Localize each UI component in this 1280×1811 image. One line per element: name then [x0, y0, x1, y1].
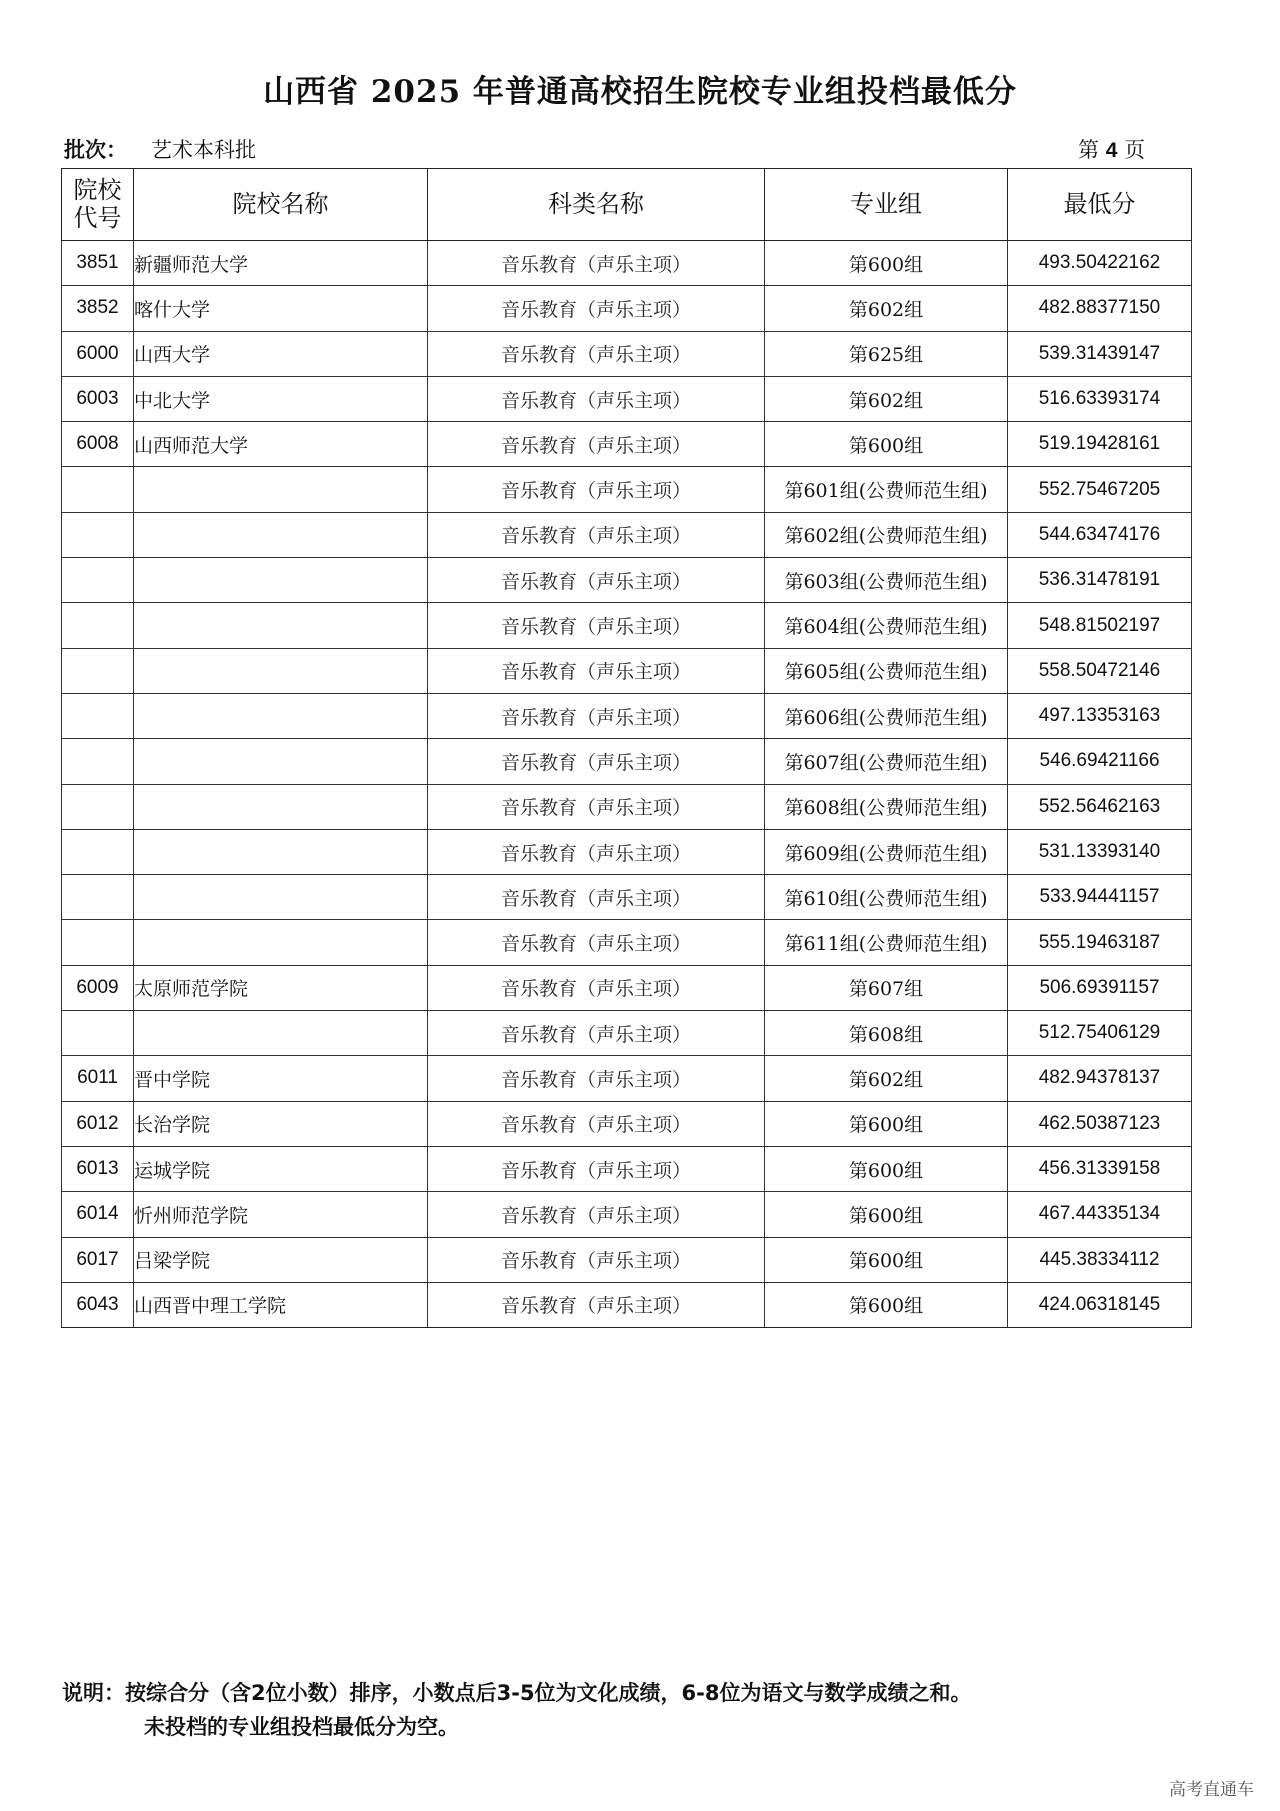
- subject-name-cell: 音乐教育（声乐主项）: [428, 1101, 765, 1146]
- school-code-cell: [62, 467, 134, 512]
- page-suffix: 页: [1124, 138, 1146, 162]
- min-score-cell: 506.69391157: [1008, 965, 1192, 1010]
- subject-name-cell: 音乐教育（声乐主项）: [428, 784, 765, 829]
- table-row: [62, 829, 1192, 874]
- school-code-cell: 6012: [62, 1101, 134, 1146]
- subject-name-cell: 音乐教育（声乐主项）: [428, 739, 765, 784]
- major-group-cell: 第602组: [765, 376, 1008, 421]
- min-score-cell: 462.50387123: [1008, 1101, 1192, 1146]
- table-row: [62, 648, 1192, 693]
- min-score-cell: 512.75406129: [1008, 1011, 1192, 1056]
- school-name-cell: [134, 920, 428, 965]
- batch-label: 批次：: [64, 138, 127, 162]
- subject-name-cell: 音乐教育（声乐主项）: [428, 875, 765, 920]
- table-row: [62, 1056, 1192, 1101]
- subject-name-cell: 音乐教育（声乐主项）: [428, 331, 765, 376]
- school-code-cell: 6017: [62, 1237, 134, 1282]
- major-group-cell: 第600组: [765, 1101, 1008, 1146]
- school-code-cell: [62, 693, 134, 738]
- subject-name-cell: 音乐教育（声乐主项）: [428, 286, 765, 331]
- school-code-cell: 6008: [62, 422, 134, 467]
- footnote-line2: 未投档的专业组投档最低分为空。: [144, 1715, 459, 1739]
- table-row: [62, 739, 1192, 784]
- header-name: 院校名称: [134, 169, 428, 241]
- min-score-cell: 555.19463187: [1008, 920, 1192, 965]
- school-name-cell: 山西大学: [134, 331, 428, 376]
- table-header-row: [62, 169, 1192, 241]
- min-score-cell: 531.13393140: [1008, 829, 1192, 874]
- table-row: [62, 875, 1192, 920]
- page-title: 山西省 2025 年普通高校招生院校专业组投档最低分: [263, 74, 1017, 110]
- min-score-cell: 424.06318145: [1008, 1282, 1192, 1327]
- school-code-cell: 6011: [62, 1056, 134, 1101]
- school-code-cell: 6003: [62, 376, 134, 421]
- school-name-cell: 山西晋中理工学院: [134, 1282, 428, 1327]
- school-name-cell: 忻州师范学院: [134, 1192, 428, 1237]
- major-group-cell: 第608组(公费师范生组): [765, 784, 1008, 829]
- school-name-cell: [134, 648, 428, 693]
- min-score-cell: 536.31478191: [1008, 558, 1192, 603]
- school-name-cell: 晋中学院: [134, 1056, 428, 1101]
- school-name-cell: [134, 693, 428, 738]
- major-group-cell: 第602组: [765, 286, 1008, 331]
- major-group-cell: 第600组: [765, 422, 1008, 467]
- school-name-cell: [134, 739, 428, 784]
- table-row: [62, 784, 1192, 829]
- page-prefix: 第: [1078, 138, 1099, 162]
- major-group-cell: 第606组(公费师范生组): [765, 693, 1008, 738]
- table-row: [62, 467, 1192, 512]
- table-row: [62, 1011, 1192, 1056]
- score-table: [61, 168, 1192, 1328]
- major-group-cell: 第625组: [765, 331, 1008, 376]
- major-group-cell: 第609组(公费师范生组): [765, 829, 1008, 874]
- footnote: [62, 1676, 972, 1744]
- major-group-cell: 第600组: [765, 1146, 1008, 1191]
- major-group-cell: 第600组: [765, 1237, 1008, 1282]
- min-score-cell: 552.56462163: [1008, 784, 1192, 829]
- school-name-cell: 吕梁学院: [134, 1237, 428, 1282]
- subject-name-cell: 音乐教育（声乐主项）: [428, 558, 765, 603]
- major-group-cell: 第602组: [765, 1056, 1008, 1101]
- school-code-cell: [62, 739, 134, 784]
- school-code-cell: [62, 512, 134, 557]
- major-group-cell: 第600组: [765, 1282, 1008, 1327]
- school-name-cell: 太原师范学院: [134, 965, 428, 1010]
- school-code-cell: 6043: [62, 1282, 134, 1327]
- subject-name-cell: 音乐教育（声乐主项）: [428, 693, 765, 738]
- school-name-cell: [134, 512, 428, 557]
- header-group: 专业组: [765, 169, 1008, 241]
- school-code-cell: 6014: [62, 1192, 134, 1237]
- table-row: [62, 241, 1192, 286]
- school-code-cell: [62, 603, 134, 648]
- school-name-cell: [134, 784, 428, 829]
- subject-name-cell: 音乐教育（声乐主项）: [428, 1011, 765, 1056]
- min-score-cell: 533.94441157: [1008, 875, 1192, 920]
- header-score: 最低分: [1008, 169, 1192, 241]
- major-group-cell: 第611组(公费师范生组): [765, 920, 1008, 965]
- subject-name-cell: 音乐教育（声乐主项）: [428, 829, 765, 874]
- table-row: [62, 920, 1192, 965]
- subject-name-cell: 音乐教育（声乐主项）: [428, 467, 765, 512]
- table-row: [62, 1146, 1192, 1191]
- subject-name-cell: 音乐教育（声乐主项）: [428, 603, 765, 648]
- major-group-cell: 第607组: [765, 965, 1008, 1010]
- school-code-cell: [62, 648, 134, 693]
- school-code-cell: [62, 1011, 134, 1056]
- table-row: [62, 286, 1192, 331]
- table-row: [62, 603, 1192, 648]
- school-name-cell: [134, 603, 428, 648]
- school-code-cell: [62, 920, 134, 965]
- table-row: [62, 331, 1192, 376]
- table-row: [62, 558, 1192, 603]
- school-name-cell: 运城学院: [134, 1146, 428, 1191]
- table-row: [62, 1282, 1192, 1327]
- min-score-cell: 497.13353163: [1008, 693, 1192, 738]
- table-row: [62, 965, 1192, 1010]
- school-name-cell: [134, 467, 428, 512]
- major-group-cell: 第610组(公费师范生组): [765, 875, 1008, 920]
- school-name-cell: 喀什大学: [134, 286, 428, 331]
- major-group-cell: 第605组(公费师范生组): [765, 648, 1008, 693]
- school-code-cell: [62, 875, 134, 920]
- major-group-cell: 第603组(公费师范生组): [765, 558, 1008, 603]
- school-name-cell: 新疆师范大学: [134, 241, 428, 286]
- subject-name-cell: 音乐教育（声乐主项）: [428, 1146, 765, 1191]
- major-group-cell: 第608组: [765, 1011, 1008, 1056]
- header-code: [62, 169, 134, 241]
- school-code-cell: 6009: [62, 965, 134, 1010]
- school-code-cell: [62, 829, 134, 874]
- table-row: [62, 1237, 1192, 1282]
- min-score-cell: 558.50472146: [1008, 648, 1192, 693]
- batch-value: 艺术本科批: [151, 138, 256, 162]
- subject-name-cell: 音乐教育（声乐主项）: [428, 965, 765, 1010]
- subject-name-cell: 音乐教育（声乐主项）: [428, 422, 765, 467]
- footnote-line1: 说明：按综合分（含2位小数）排序，小数点后3-5位为文化成绩，6-8位为语文与数学成绩之和。: [62, 1681, 972, 1705]
- min-score-cell: 445.38334112: [1008, 1237, 1192, 1282]
- min-score-cell: 467.44335134: [1008, 1192, 1192, 1237]
- table-row: [62, 1192, 1192, 1237]
- school-name-cell: 长治学院: [134, 1101, 428, 1146]
- min-score-cell: 519.19428161: [1008, 422, 1192, 467]
- table-row: [62, 422, 1192, 467]
- min-score-cell: 482.94378137: [1008, 1056, 1192, 1101]
- subject-name-cell: 音乐教育（声乐主项）: [428, 920, 765, 965]
- school-code-cell: 6000: [62, 331, 134, 376]
- school-code-cell: [62, 784, 134, 829]
- subject-name-cell: 音乐教育（声乐主项）: [428, 376, 765, 421]
- watermark-text: 高考直通车: [1169, 1780, 1254, 1800]
- min-score-cell: 546.69421166: [1008, 739, 1192, 784]
- table-row: [62, 693, 1192, 738]
- page-number-value: 4: [1105, 139, 1118, 162]
- school-code-cell: 6013: [62, 1146, 134, 1191]
- subject-name-cell: 音乐教育（声乐主项）: [428, 648, 765, 693]
- min-score-cell: 552.75467205: [1008, 467, 1192, 512]
- school-name-cell: [134, 875, 428, 920]
- subject-name-cell: 音乐教育（声乐主项）: [428, 1237, 765, 1282]
- major-group-cell: 第602组(公费师范生组): [765, 512, 1008, 557]
- min-score-cell: 482.88377150: [1008, 286, 1192, 331]
- major-group-cell: 第607组(公费师范生组): [765, 739, 1008, 784]
- subject-name-cell: 音乐教育（声乐主项）: [428, 241, 765, 286]
- school-name-cell: [134, 1011, 428, 1056]
- header-subject: 科类名称: [428, 169, 765, 241]
- school-name-cell: [134, 558, 428, 603]
- major-group-cell: 第604组(公费师范生组): [765, 603, 1008, 648]
- school-name-cell: 山西师范大学: [134, 422, 428, 467]
- min-score-cell: 539.31439147: [1008, 331, 1192, 376]
- school-name-cell: 中北大学: [134, 376, 428, 421]
- page-number: [1078, 134, 1145, 164]
- header-code-line1: 院校: [73, 175, 122, 204]
- major-group-cell: 第600组: [765, 241, 1008, 286]
- min-score-cell: 456.31339158: [1008, 1146, 1192, 1191]
- subject-name-cell: 音乐教育（声乐主项）: [428, 1056, 765, 1101]
- subject-name-cell: 音乐教育（声乐主项）: [428, 1192, 765, 1237]
- major-group-cell: 第600组: [765, 1192, 1008, 1237]
- subject-name-cell: 音乐教育（声乐主项）: [428, 512, 765, 557]
- subject-name-cell: 音乐教育（声乐主项）: [428, 1282, 765, 1327]
- header-code-line2: 代号: [73, 203, 122, 232]
- school-code-cell: [62, 558, 134, 603]
- table-row: [62, 376, 1192, 421]
- min-score-cell: 544.63474176: [1008, 512, 1192, 557]
- min-score-cell: 516.63393174: [1008, 376, 1192, 421]
- school-code-cell: 3852: [62, 286, 134, 331]
- school-code-cell: 3851: [62, 241, 134, 286]
- min-score-cell: 493.50422162: [1008, 241, 1192, 286]
- major-group-cell: 第601组(公费师范生组): [765, 467, 1008, 512]
- school-name-cell: [134, 829, 428, 874]
- table-row: [62, 512, 1192, 557]
- table-row: [62, 1101, 1192, 1146]
- min-score-cell: 548.81502197: [1008, 603, 1192, 648]
